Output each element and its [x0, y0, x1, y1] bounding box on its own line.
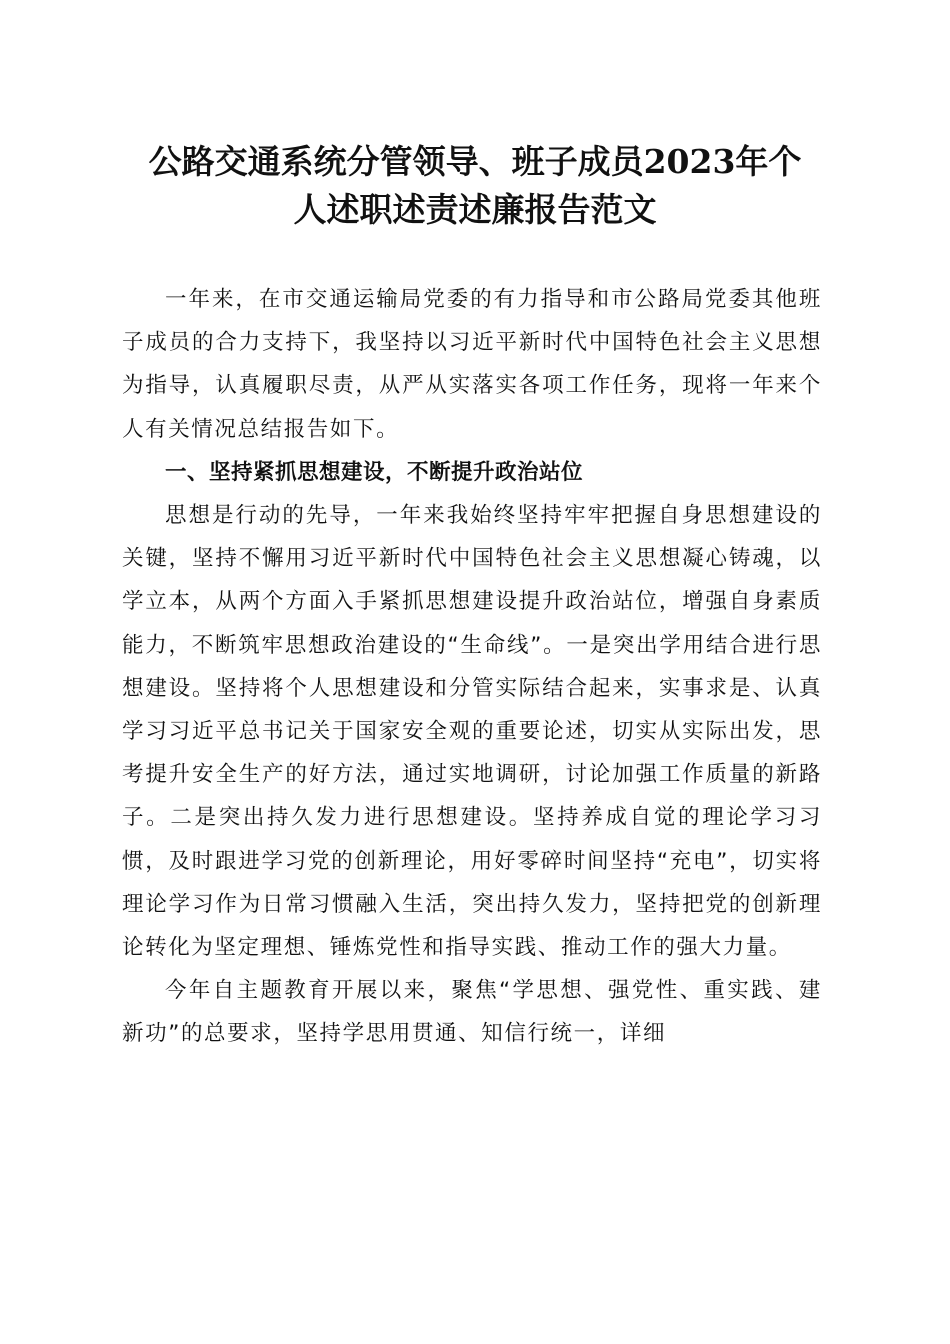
- intro-paragraph: 一年来，在市交通运输局党委的有力指导和市公路局党委其他班子成员的合力支持下，我坚持以习近平新时代中国特色社会主义思想为指导，认真履职尽责，从严从实落实各项工作任务，现将一年来个人有关情况总结报告如下。: [122, 287, 822, 442]
- title-line-1: 公路交通系统分管领导、班子成员2023年个: [148, 142, 802, 181]
- title-line-2: 人述职述责述廉报告范文: [293, 190, 657, 229]
- document-title: [100, 138, 850, 234]
- section-1-paragraph: 思想是行动的先导，一年来我始终坚持牢牢把握自身思想建设的关键，坚持不懈用习近平新时代中国特色社会主义思想凝心铸魂，以学立本，从两个方面入手紧抓思想建设提升政治站位，增强自身素质能力，不断筑牢思想政治建设的“生命线”。一是突出学用结合进行思想建设。坚持将个人思想建设和分管实际结合起来，实事求是、认真学习习近平总书记关于国家安全观的重要论述，切实从实际出发，思考提升安全生产的好方法，通过实地调研，讨论加强工作质量的新路子。二是突出持久发力进行思想建设。坚持养成自觉的理论学习习惯，及时跟进学习党的创新理论，用好零碎时间坚持“充电”，切实将理论学习作为日常习惯融入生活，突出持久发力，坚持把党的创新理论转化为坚定理想、锤炼党性和指导实践、推动工作的强大力量。: [122, 503, 822, 961]
- document-body: [122, 278, 822, 1056]
- section-1-paragraph: 今年自主题教育开展以来，聚焦“学思想、强党性、重实践、建新功”的总要求，坚持学思用贯通、知信行统一，详细: [122, 978, 822, 1047]
- section-heading-1: 一、坚持紧抓思想建设，不断提升政治站位: [165, 459, 584, 485]
